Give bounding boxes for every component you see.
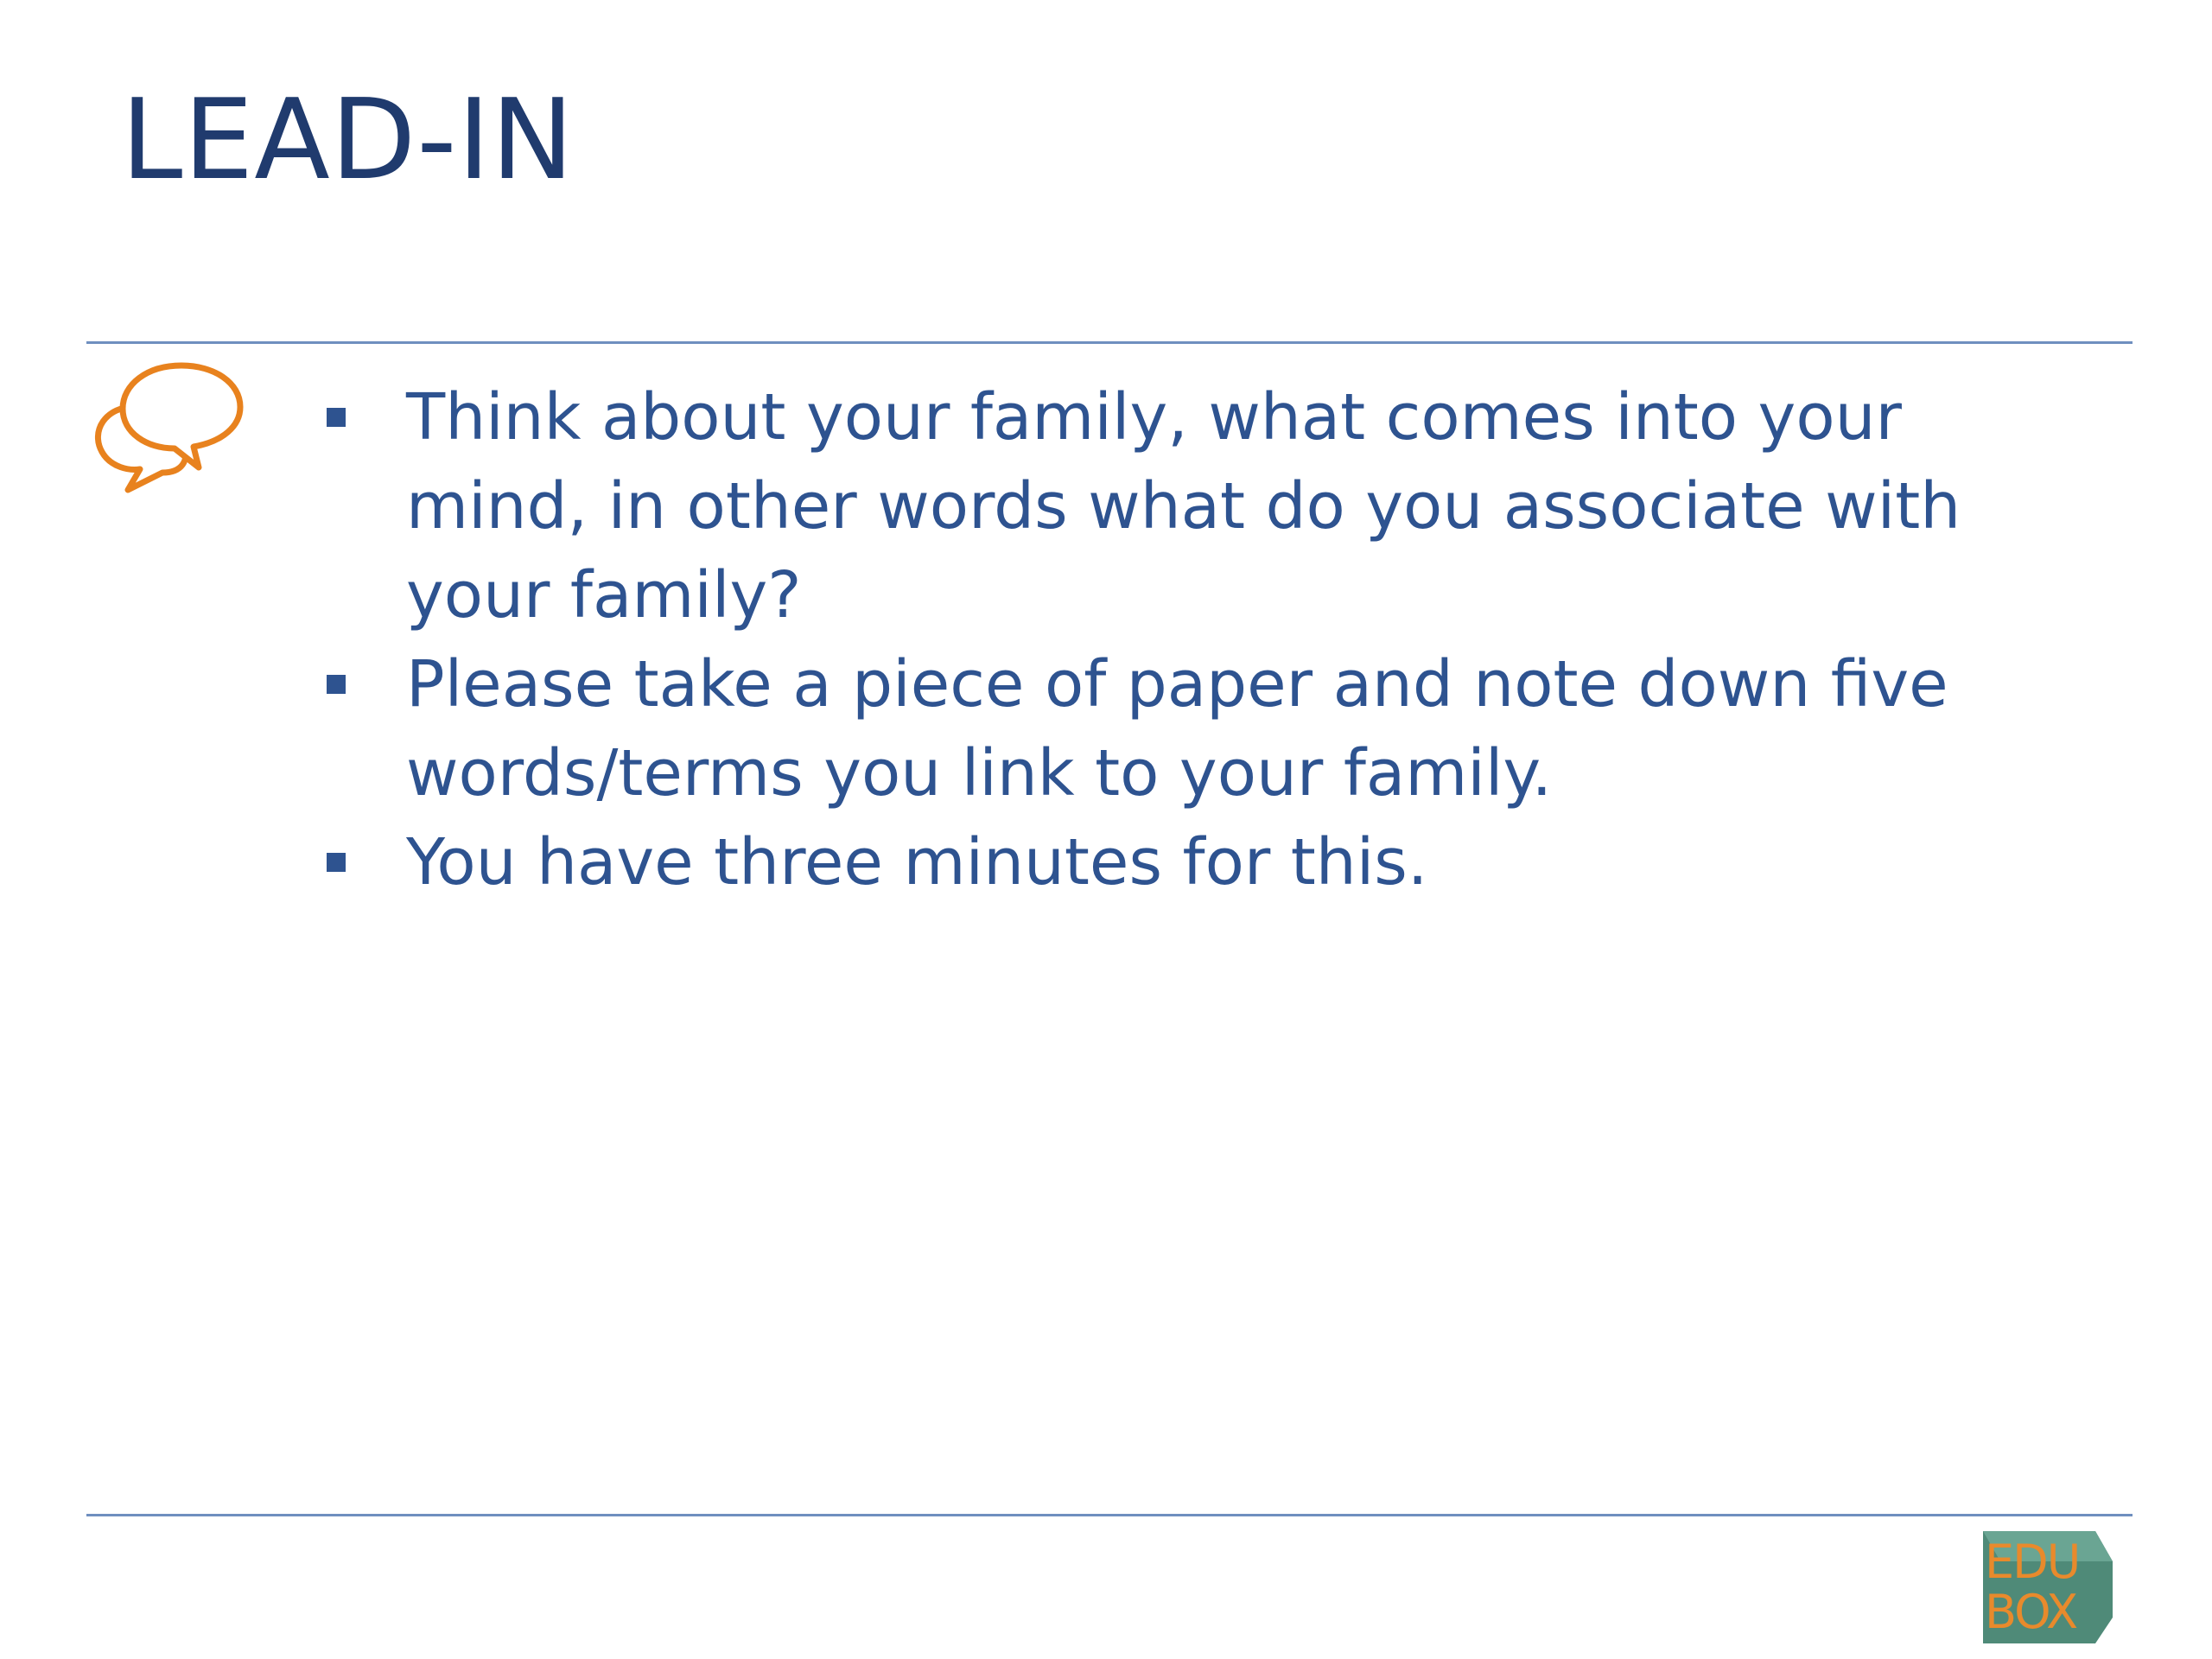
top-divider: [86, 341, 2133, 344]
bullet-item: [320, 640, 2048, 818]
square-bullet-icon: [327, 408, 346, 427]
bottom-divider: [86, 1514, 2133, 1516]
bullet-text: Please take a piece of paper and note down five words/terms you link to your family.: [406, 647, 1948, 810]
logo-text-line1: EDU: [1985, 1535, 2080, 1589]
speech-bubbles-icon: [86, 359, 251, 497]
bullet-list: [320, 373, 2048, 907]
slide-title: LEAD-IN: [121, 76, 575, 205]
square-bullet-icon: [327, 675, 346, 694]
bullet-item: [320, 818, 2048, 907]
bullet-text: Think about your family, what comes into your mind, in other words what do you associate with your family?: [406, 380, 1961, 632]
logo-text-line2: BOX: [1985, 1585, 2077, 1639]
bullet-text: You have three minutes for this.: [406, 825, 1428, 899]
edubox-logo: [1974, 1531, 2121, 1648]
bullet-item: [320, 373, 2048, 640]
square-bullet-icon: [327, 853, 346, 872]
